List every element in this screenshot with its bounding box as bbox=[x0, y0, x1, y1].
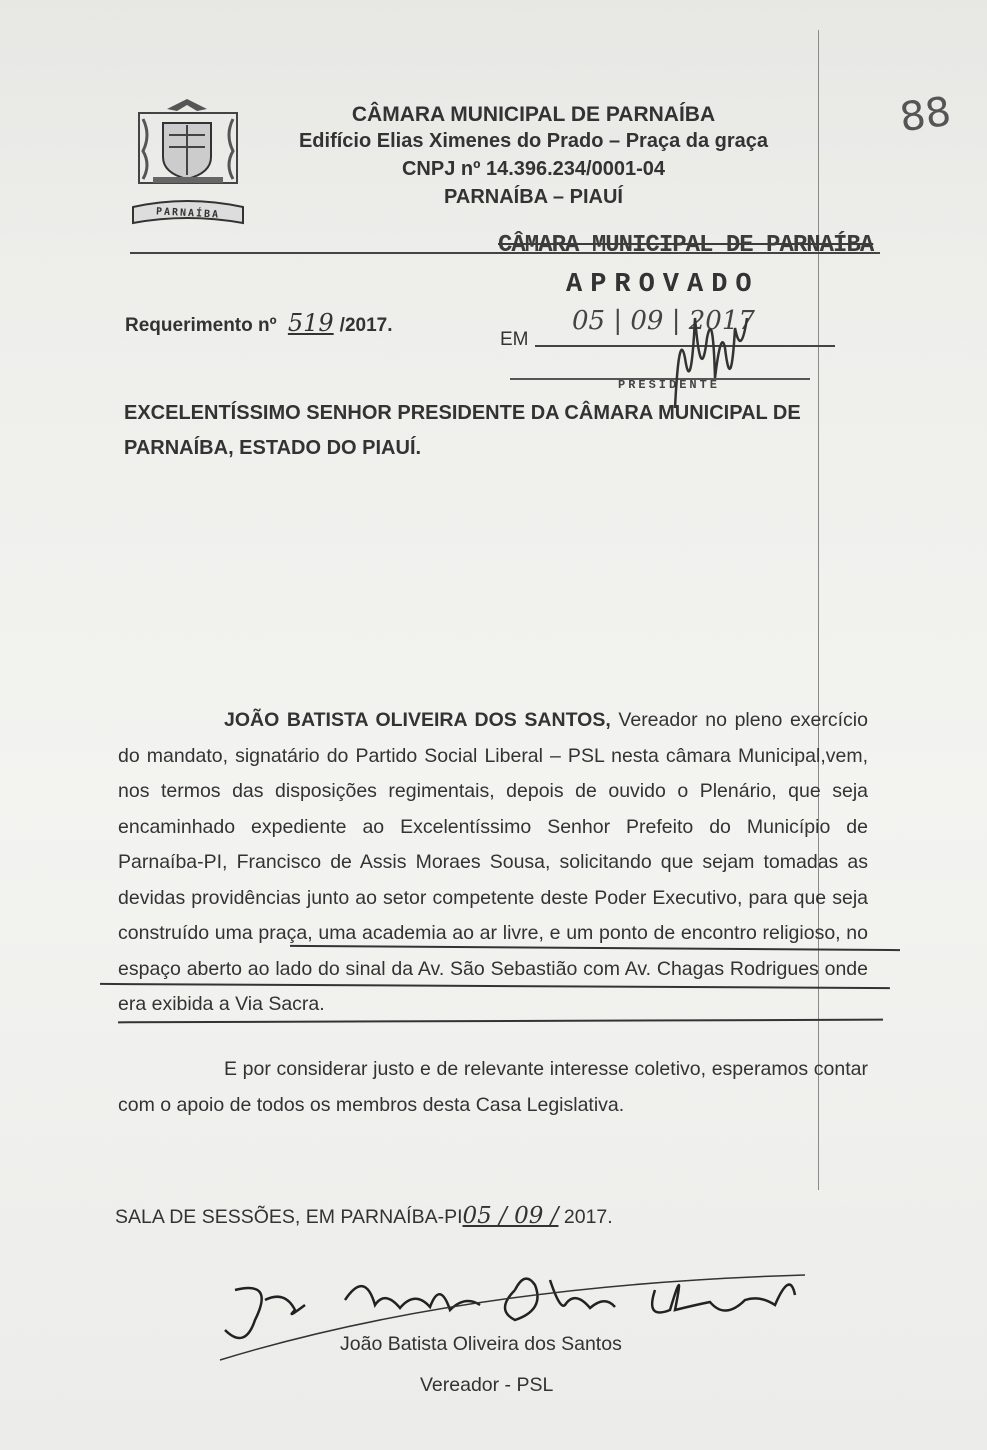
paragraph-1-text: Vereador no pleno exercício do mandato, signatário do Partido Social Liberal – PSL nesta câmara Municipal,vem, nos termos das disposições regimentais, depois de ouvido o Plenário, que seja encaminhado expediente ao Excelentíssimo Senhor Prefeito do Município de Parnaíba-PI, Francisco de Assis Moraes Sousa, solicitando que sejam tomadas as devidas providências junto ao setor competente deste Poder Executivo, para que seja construído uma praça, uma academia ao ar livre, e um ponto de encontro religioso, no espaço aberto ao lado do sinal da Av. São Sebastião com Av. Chagas Rodrigues onde era exibida a Via Sacra. bbox=[118, 709, 868, 1015]
page-number: 88 bbox=[897, 88, 954, 142]
header-title: CÂMARA MUNICIPAL DE PARNAÍBA bbox=[351, 103, 716, 126]
requerimento-number: 519 bbox=[287, 309, 334, 337]
closing-year: 2017. bbox=[558, 1206, 613, 1228]
signature-name: João Batista Oliveira dos Santos bbox=[340, 1333, 622, 1355]
addressee-line-1: EXCELENTÍSSIMO SENHOR PRESIDENTE DA CÂMARA MUNICIPAL DE bbox=[124, 402, 801, 424]
requerimento-line bbox=[125, 309, 393, 337]
body-paragraph-2 bbox=[118, 1052, 868, 1123]
closing-date: 05 / 09 / bbox=[462, 1203, 559, 1229]
requerimento-label: Requerimento nº bbox=[125, 315, 277, 336]
stamp-em-label: EM bbox=[500, 329, 529, 350]
signature-role: Vereador - PSL bbox=[420, 1374, 554, 1396]
seal-banner-text: PARNAÍBA bbox=[155, 206, 221, 221]
author-name: JOÃO BATISTA OLIVEIRA DOS SANTOS, bbox=[224, 709, 611, 731]
body-paragraph-1 bbox=[118, 703, 868, 1023]
stamp-date: 05 | 09 | 2017 bbox=[572, 306, 755, 336]
header-building: Edifício Elias Ximenes do Prado – Praça da graça bbox=[298, 130, 769, 152]
stamp-role: PRESIDENTE bbox=[618, 378, 721, 392]
header-city: PARNAÍBA – PIAUÍ bbox=[444, 186, 623, 208]
addressee-line-2: PARNAÍBA, ESTADO DO PIAUÍ. bbox=[124, 437, 422, 459]
stamp-signature-scribble bbox=[665, 298, 765, 418]
requerimento-year: /2017. bbox=[339, 315, 393, 336]
paragraph-2-text: E por considerar justo e de relevante interesse coletivo, esperamos contar com o apoio de todos os membros desta Casa Legislativa. bbox=[118, 1058, 868, 1116]
closing-line bbox=[115, 1203, 613, 1229]
header-cnpj: CNPJ nº 14.396.234/0001-04 bbox=[401, 158, 666, 180]
stamp-house-name: CÂMARA MUNICIPAL DE PARNAÍBA bbox=[498, 232, 874, 259]
closing-place: SALA DE SESSÕES, EM PARNAÍBA-PI bbox=[115, 1206, 463, 1228]
stamp-status: APROVADO bbox=[566, 270, 760, 300]
